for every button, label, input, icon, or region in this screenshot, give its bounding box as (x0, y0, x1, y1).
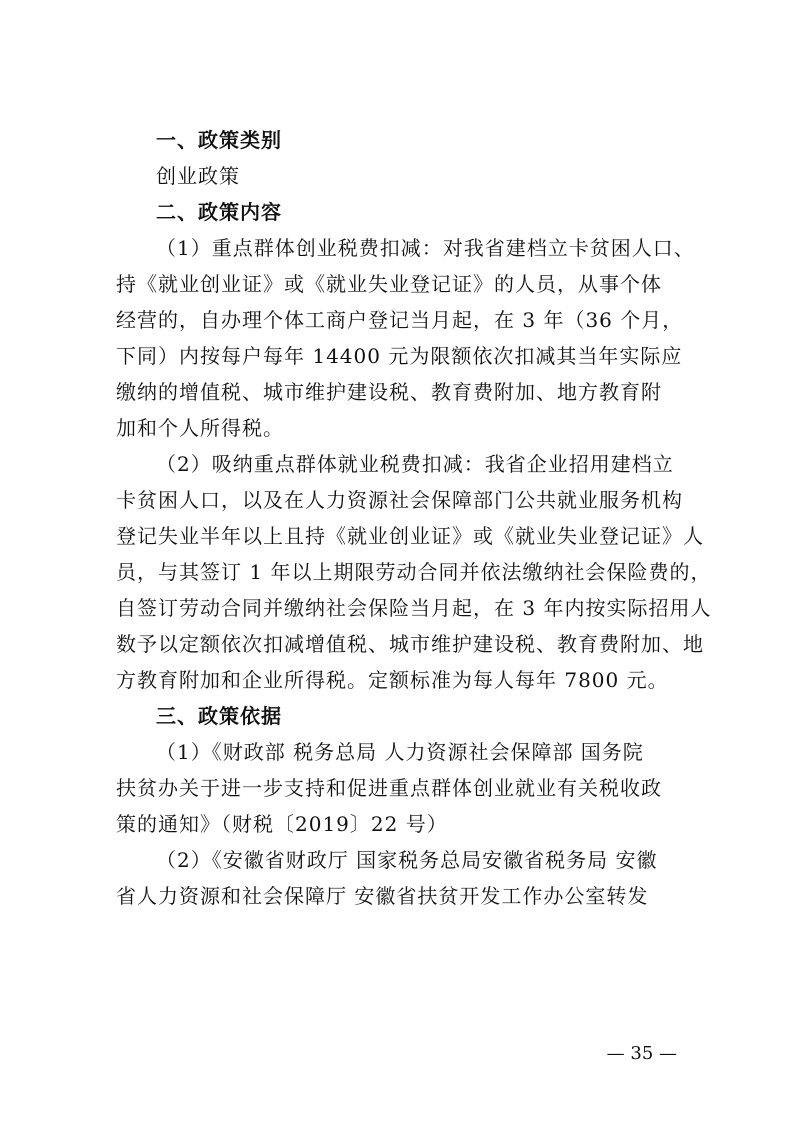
section-heading-policy-content: 二、政策内容 (156, 200, 282, 224)
text-line: 省人力资源和社会保障厅 安徽省扶贫开发工作办公室转发 (116, 884, 649, 908)
policy-content-item-2 (116, 446, 712, 698)
page-number: — 35 — (606, 1043, 677, 1064)
policy-content-item-1 (116, 230, 695, 446)
section-heading-policy-basis: 三、政策依据 (156, 704, 282, 728)
text-line: （2）吸纳重点群体就业税费扣减：我省企业招用建档立 (156, 452, 674, 476)
text-line: 方教育附加和企业所得税。定额标准为每人每年 7800 元。 (116, 668, 669, 692)
text-line: 策的通知》（财税〔2019〕22 号） (116, 812, 448, 836)
text-line: （2）《安徽省财政厅 国家税务总局安徽省税务局 安徽 (156, 848, 658, 872)
text-line: 持《就业创业证》或《就业失业登记证》的人员，从事个体 (116, 272, 662, 296)
policy-category-text: 创业政策 (156, 164, 240, 188)
policy-basis-item-2 (116, 842, 676, 914)
text-line: 卡贫困人口，以及在人力资源社会保障部门公共就业服务机构 (116, 488, 683, 512)
policy-basis-item-1 (116, 734, 676, 842)
text-line: 加和个人所得税。 (116, 416, 284, 440)
text-line: 下同）内按每户每年 14400 元为限额依次扣减其当年实际应 (116, 344, 683, 368)
text-line: 扶贫办关于进一步支持和促进重点群体创业就业有关税收政 (116, 776, 662, 800)
document-body (116, 122, 712, 914)
text-line: （1）《财政部 税务总局 人力资源社会保障部 国务院 (156, 740, 644, 764)
text-line: 数予以定额依次扣减增值税、城市维护建设税、教育费附加、地 (116, 632, 704, 656)
text-line: 登记失业半年以上且持《就业创业证》或《就业失业登记证》人 (116, 524, 704, 548)
text-line: 自签订劳动合同并缴纳社会保险当月起，在 3 年内按实际招用人 (116, 596, 712, 620)
text-line: 经营的，自办理个体工商户登记当月起，在 3 年（36 个月， (116, 308, 684, 332)
section-heading-policy-category: 一、政策类别 (156, 128, 282, 152)
text-line: 缴纳的增值税、城市维护建设税、教育费附加、地方教育附 (116, 380, 662, 404)
text-line: 员，与其签订 1 年以上期限劳动合同并依法缴纳社会保险费的， (116, 560, 712, 584)
text-line: （1）重点群体创业税费扣减：对我省建档立卡贫困人口、 (156, 236, 695, 260)
